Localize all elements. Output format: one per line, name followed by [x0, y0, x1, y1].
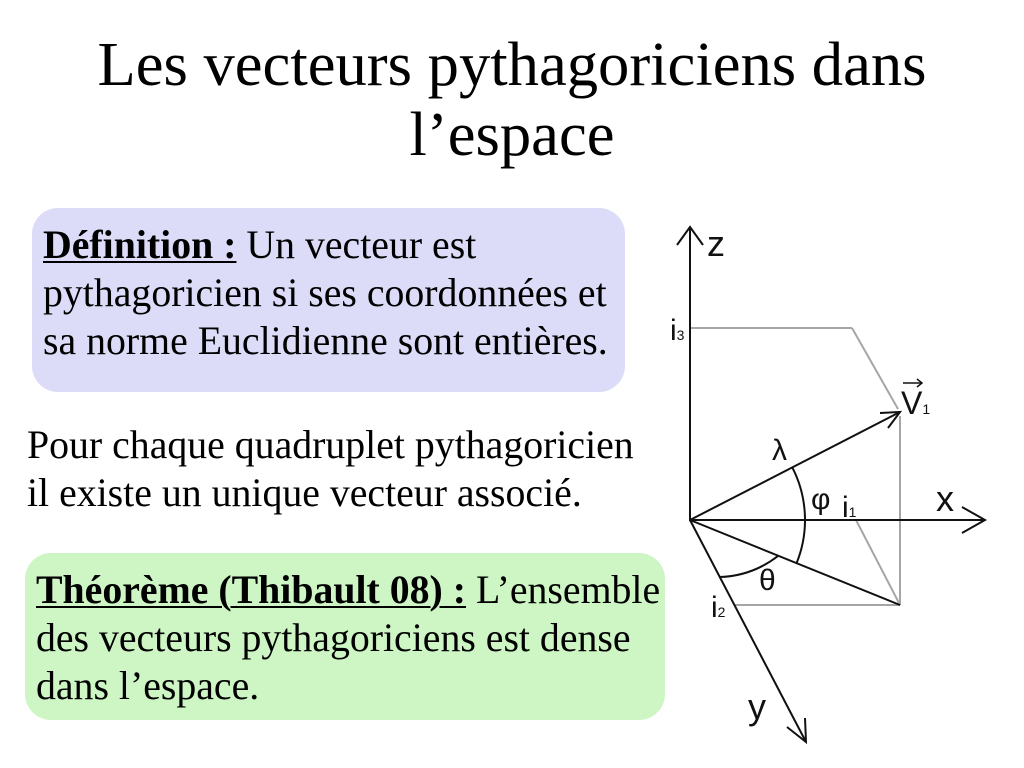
theorem-line-2: des vecteurs pythagoriciens est dense: [36, 616, 631, 660]
y-axis-label: y: [748, 686, 766, 727]
vector-v1-label: [901, 385, 930, 421]
definition-text-1: Un vecteur est: [246, 223, 477, 267]
unit-i2-label: [711, 591, 726, 624]
phi-angle-arc: [792, 467, 805, 563]
statement-line-2: il existe un unique vecteur associé.: [27, 471, 582, 515]
unit-i1-label: [842, 491, 857, 524]
unit-i3-label: [670, 314, 685, 347]
definition-line-3: sa norme Euclidienne sont entières.: [43, 319, 608, 363]
theorem-label: Théorème (Thibault 08) :: [36, 568, 466, 612]
slide-title-line-2: l’espace: [409, 99, 615, 169]
phi-label: φ: [811, 483, 831, 516]
theta-label: θ: [759, 564, 776, 597]
statement-line-1: Pour chaque quadruplet pythagoricien: [27, 423, 634, 467]
definition-line-2: pythagoricien si ses coordonnées et: [43, 271, 607, 315]
v1-plane-projection: [690, 520, 900, 605]
unit-i3-index: 3: [676, 327, 685, 343]
unit-i2-letter: i: [711, 591, 718, 624]
unit-i3-letter: i: [670, 314, 677, 347]
x-axis-label: x: [936, 478, 954, 519]
theorem-line-3: dans l’espace.: [36, 664, 260, 708]
z-axis-label: z: [707, 223, 725, 264]
lambda-label: λ: [772, 434, 787, 467]
theorem-text-1: L’ensemble: [475, 568, 661, 612]
unit-i1-index: 1: [848, 504, 857, 520]
slide-title-line-1: Les vecteurs pythagoriciens dans: [97, 29, 927, 99]
unit-i2-index: 2: [717, 604, 726, 620]
unit-i1-letter: i: [842, 491, 849, 524]
definition-label: Définition :: [43, 223, 237, 267]
vector-v1-index: 1: [922, 401, 931, 417]
i1-slant-line: [856, 520, 900, 605]
vector-v1-letter: V: [901, 385, 923, 421]
top-slant-line: [852, 328, 898, 409]
vector-v1: [690, 412, 900, 520]
